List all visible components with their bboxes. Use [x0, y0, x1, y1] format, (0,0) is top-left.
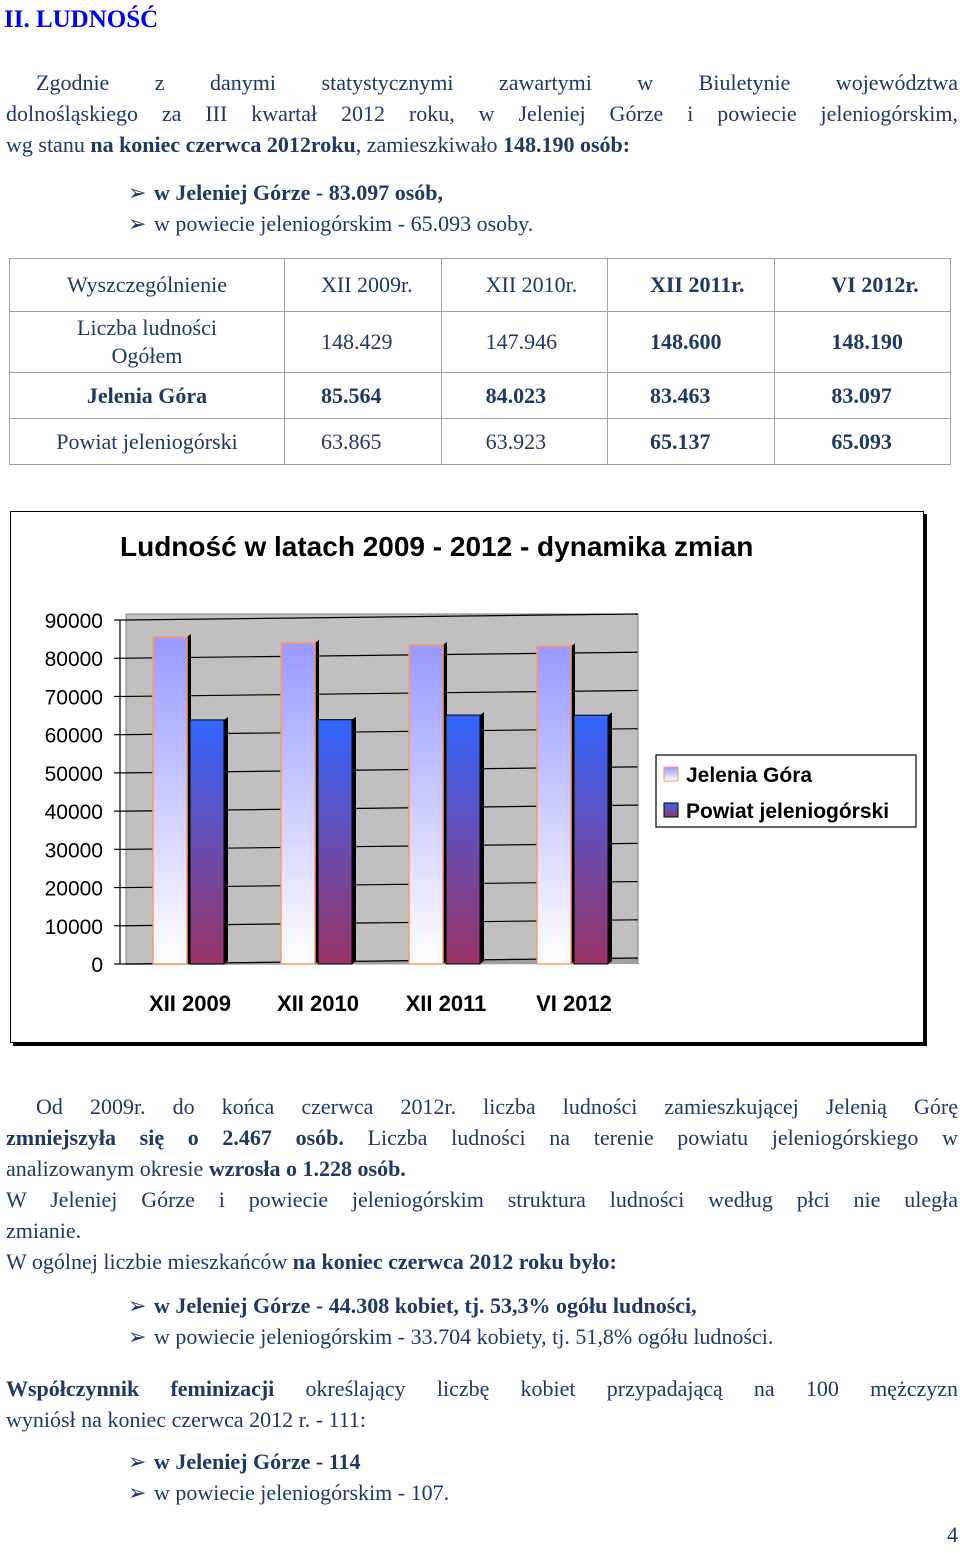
intro-line-2: dolnośląskiego za III kwartał 2012 roku, w Jeleniej Górze i powiecie jeleniogórskim, — [6, 101, 958, 126]
bullet-text: w powiecie jeleniogórskim - 65.093 osoby. — [154, 211, 534, 236]
x-tick-label: VI 2012 — [536, 991, 612, 1016]
table-header-cell: XII 2009r. — [285, 259, 442, 312]
table-cell: 83.463 — [607, 373, 774, 419]
intro-text: , zamieszkiwało — [355, 132, 503, 157]
bullet-item — [128, 1321, 773, 1352]
bullet-item — [128, 1477, 449, 1508]
table-cell: 84.023 — [441, 373, 607, 419]
table-cell: 63.865 — [285, 419, 442, 465]
table-header-cell: XII 2010r. — [441, 259, 607, 312]
intro-line-1: Zgodnie z danymi statystycznymi zawartymi w Biuletynie województwa — [36, 70, 958, 95]
summary-bold: wzrosła o 1.228 osób. — [208, 1156, 406, 1181]
bar-side — [480, 712, 484, 964]
bar — [318, 720, 352, 964]
feminization-line-1 — [6, 1373, 958, 1404]
y-tick-label: 30000 — [44, 839, 103, 863]
y-tick-label: 70000 — [44, 686, 103, 710]
bar-side — [224, 717, 228, 964]
bar — [190, 720, 224, 964]
table-cell: 63.923 — [441, 419, 607, 465]
bar — [446, 715, 480, 964]
table-cell: 83.097 — [775, 373, 951, 419]
page-number: 4 — [947, 1522, 958, 1547]
legend-swatch — [664, 803, 678, 817]
summary-line-1: Od 2009r. do końca czerwca 2012r. liczba ludności zamieszkującej Jelenią Górę — [36, 1094, 958, 1119]
bullet-list-feminization — [128, 1446, 449, 1508]
label-line: Liczba ludności — [77, 315, 217, 340]
bullet-text: w powiecie jeleniogórskim - 33.704 kobiety, tj. 51,8% ogółu ludności. — [154, 1324, 774, 1349]
arrow-bullet-icon: ➢ — [128, 1449, 147, 1474]
legend-swatch — [664, 767, 678, 781]
table-cell: 148.600 — [607, 312, 774, 373]
table-cell: 148.429 — [285, 312, 442, 373]
x-tick-label: XII 2009 — [149, 991, 231, 1016]
table-cell: 85.564 — [285, 373, 442, 419]
women-intro-text: W ogólnej liczbie mieszkańców — [6, 1249, 293, 1274]
y-tick-label: 0 — [91, 954, 103, 977]
table-cell: 65.137 — [607, 419, 774, 465]
bar — [281, 643, 315, 964]
label-line: Ogółem — [111, 343, 183, 368]
bullet-item — [128, 1290, 773, 1321]
table-row-label: Jelenia Góra — [10, 373, 285, 419]
feminization-bold: Współczynnik feminizacji — [6, 1376, 275, 1401]
legend-label: Powiat jeleniogórski — [686, 800, 890, 823]
y-tick-label: 50000 — [44, 762, 103, 786]
table-header-cell: XII 2011r. — [607, 259, 774, 312]
legend-label: Jelenia Góra — [686, 764, 813, 787]
table-cell: 147.946 — [441, 312, 607, 373]
arrow-bullet-icon: ➢ — [128, 1480, 147, 1505]
summary-text: Liczba ludności na terenie powiatu jeleniogórskiego w — [343, 1125, 958, 1150]
arrow-bullet-icon: ➢ — [128, 211, 147, 236]
chart-title: Ludność w latach 2009 - 2012 - dynamika zmian — [120, 531, 754, 562]
sex-structure-line-1: W Jeleniej Górze i powiecie jeleniogórskim struktura ludności według płci nie uległa — [6, 1187, 958, 1212]
y-tick-label: 90000 — [44, 610, 103, 633]
summary-text: analizowanym okresie — [6, 1156, 209, 1181]
arrow-bullet-icon: ➢ — [128, 180, 147, 205]
bar-side — [352, 717, 356, 964]
arrow-bullet-icon: ➢ — [128, 1293, 147, 1318]
summary-line-3 — [6, 1153, 958, 1184]
feminization-line-2: wyniósł na koniec czerwca 2012 r. - 111: — [6, 1407, 367, 1432]
intro-bold: na koniec czerwca — [90, 132, 262, 157]
bullet-text: w powiecie jeleniogórskim - 107. — [154, 1480, 450, 1505]
bar — [537, 646, 571, 964]
bullet-text: w Jeleniej Górze - 114 — [154, 1449, 361, 1474]
table-row-label: Powiat jeleniogórski — [10, 419, 285, 465]
bar — [574, 715, 608, 964]
y-tick-label: 20000 — [44, 877, 103, 901]
feminization-text: określający liczbę kobiet przypadającą na 100 mężczyzn — [274, 1376, 959, 1401]
bar — [153, 637, 187, 964]
summary-bold: zmniejszyła się o 2.467 osób. — [6, 1125, 344, 1150]
table-cell: 148.190 — [775, 312, 951, 373]
sex-structure-line-2: zmianie. — [6, 1218, 82, 1243]
summary-line-2 — [6, 1122, 958, 1153]
y-tick-label: 60000 — [44, 724, 103, 748]
arrow-bullet-icon: ➢ — [128, 1324, 147, 1349]
bullet-list-women — [128, 1290, 773, 1352]
women-intro-bold: na koniec czerwca 2012 roku było: — [292, 1249, 617, 1274]
bullet-text: w Jeleniej Górze - 83.097 osób, — [154, 180, 443, 205]
women-intro-line — [6, 1246, 958, 1277]
y-tick-label: 10000 — [44, 915, 103, 939]
bar-side — [608, 712, 612, 964]
intro-text: wg stanu — [6, 132, 91, 157]
table-header-cell: Wyszczególnienie — [10, 259, 285, 312]
summary-paragraph — [6, 1091, 958, 1277]
bullet-item — [128, 1446, 449, 1477]
feminization-paragraph — [6, 1373, 958, 1435]
table-header-cell: VI 2012r. — [775, 259, 951, 312]
y-tick-label: 80000 — [44, 648, 103, 672]
x-tick-label: XII 2011 — [405, 991, 487, 1016]
intro-bold: 148.190 osób: — [502, 132, 631, 157]
x-tick-label: XII 2010 — [277, 991, 359, 1016]
section-title: II. LUDNOŚĆ — [4, 6, 159, 33]
table-cell: 65.093 — [775, 419, 951, 465]
y-tick-label: 40000 — [44, 801, 103, 825]
bullet-text: w Jeleniej Górze - 44.308 kobiet, tj. 53,3% ogółu ludności, — [154, 1293, 697, 1318]
intro-bold: 2012roku — [261, 132, 356, 157]
bar — [409, 645, 443, 964]
